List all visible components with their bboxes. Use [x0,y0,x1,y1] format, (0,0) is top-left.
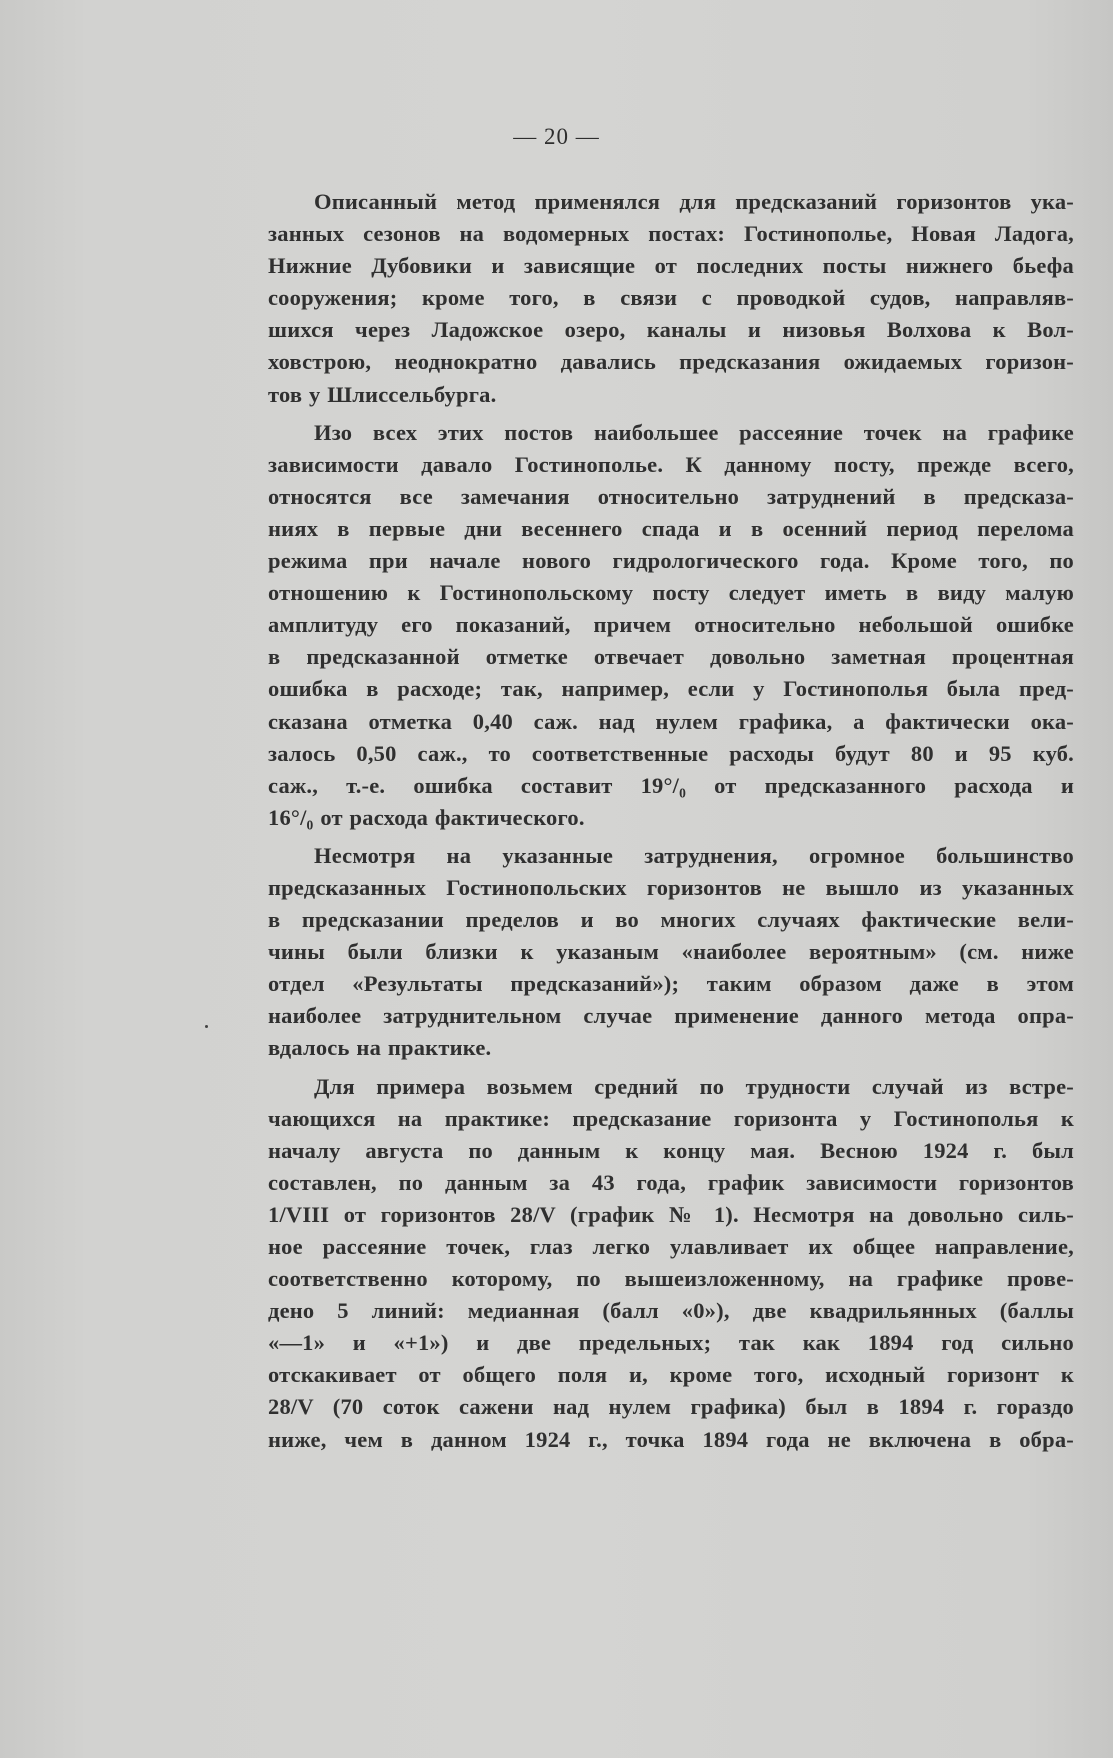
text-line: наиболее затруднительном случае применение данного метода опра- [268,1003,1074,1029]
text-line: амплитуду его показаний, причем относительно небольшой ошибке [268,612,1074,638]
text-line: предсказанных Гостинопольских горизонтов не вышло из указанных [268,874,1074,900]
paragraph-2 [268,417,1074,834]
text-line: залось 0,50 саж., то соответственные расходы будут 80 и 95 куб. [268,740,1074,766]
text-line: в предсказанной отметке отвечает довольно заметная процентная [268,644,1074,670]
text-line: шихся через Ладожское озеро, каналы и низовья Волхова к Вол- [268,317,1074,343]
page-number: — 20 — [513,124,600,149]
text-line: отдел «Результаты предсказаний»); таким образом даже в этом [268,971,1074,997]
text-body [268,186,1074,1462]
text-line: отскакивает от общего поля и, кроме того, исходный горизонт к [268,1362,1074,1388]
text-line: ниже, чем в данном 1924 г., точка 1894 года не включена в обра- [268,1426,1074,1452]
text-line: Описанный метод применялся для предсказаний горизонтов ука- [314,189,1074,214]
text-line: ное рассеяние точек, глаз легко улавливает их общее направление, [268,1234,1074,1259]
text-line: Несмотря на указанные затруднения, огромное большинство [314,842,1074,868]
paragraph-1 [268,186,1074,411]
text-line: Изо всех этих постов наибольшее рассеяние точек на графике [314,419,1074,445]
text-line: зависимости давало Гостинополье. К данному посту, прежде всего, [268,451,1074,477]
text-line: «—1» и «+1») и две предельных; так как 1894 год сильно [268,1330,1074,1356]
text-line: 16°/₀ от расхода фактического. [268,804,585,830]
text-line: ниях в первые дни весеннего спада и в осенний период перелома [268,515,1074,541]
text-line: чины были близки к указаным «наиболее вероятным» (см. ниже [268,939,1074,965]
text-line: 1/VIII от горизонтов 28/V (график № 1). Несмотря на довольно силь- [268,1201,1074,1227]
text-line: началу августа по данным к концу мая. Весною 1924 г. был [268,1137,1074,1163]
paragraph-3 [268,840,1074,1065]
text-line: дено 5 линий: медианная (балл «0»), две квадрильянных (баллы [268,1298,1074,1324]
text-line: 28/V (70 соток сажени над нулем графика) был в 1894 г. гораздо [268,1394,1074,1420]
text-line: саж., т.-е. ошибка составит 19°/₀ от предсказанного расхода и [268,772,1074,798]
ink-speck [205,1025,208,1028]
text-line: режима при начале нового гидрологического года. Кроме того, по [268,548,1074,574]
text-line: сказана отметка 0,40 саж. над нулем графика, а фактически ока- [268,708,1074,734]
text-line: составлен, по данным за 43 года, график зависимости горизонтов [268,1169,1074,1195]
text-line: тов у Шлиссельбурга. [268,381,497,407]
text-line: ховстрою, неоднократно давались предсказания ожидаемых горизон- [268,349,1074,375]
text-line: Для примера возьмем средний по трудности случай из встре- [314,1073,1074,1099]
text-line: соответственно которому, по вышеизложенному, на графике прове- [268,1266,1074,1292]
text-line: вдалось на практике. [268,1035,492,1061]
text-line: чающихся на практике: предсказание горизонта у Гостинополья к [268,1105,1074,1131]
text-line: сооружения; кроме того, в связи с проводкой судов, направляв- [268,285,1074,311]
text-line: Нижние Дубовики и зависящие от последних посты нижнего бьефа [268,253,1074,279]
text-line: в предсказании пределов и во многих случаях фактические вели- [268,907,1074,933]
text-line: занных сезонов на водомерных постах: Гостинополье, Новая Ладога, [268,221,1074,247]
text-line: относятся все замечания относительно затруднений в предсказа- [268,483,1074,509]
text-line: ошибка в расходе; так, например, если у Гостинополья была пред- [268,676,1074,702]
paragraph-4 [268,1071,1074,1456]
text-line: отношению к Гостинопольскому посту следует иметь в виду малую [268,580,1074,606]
